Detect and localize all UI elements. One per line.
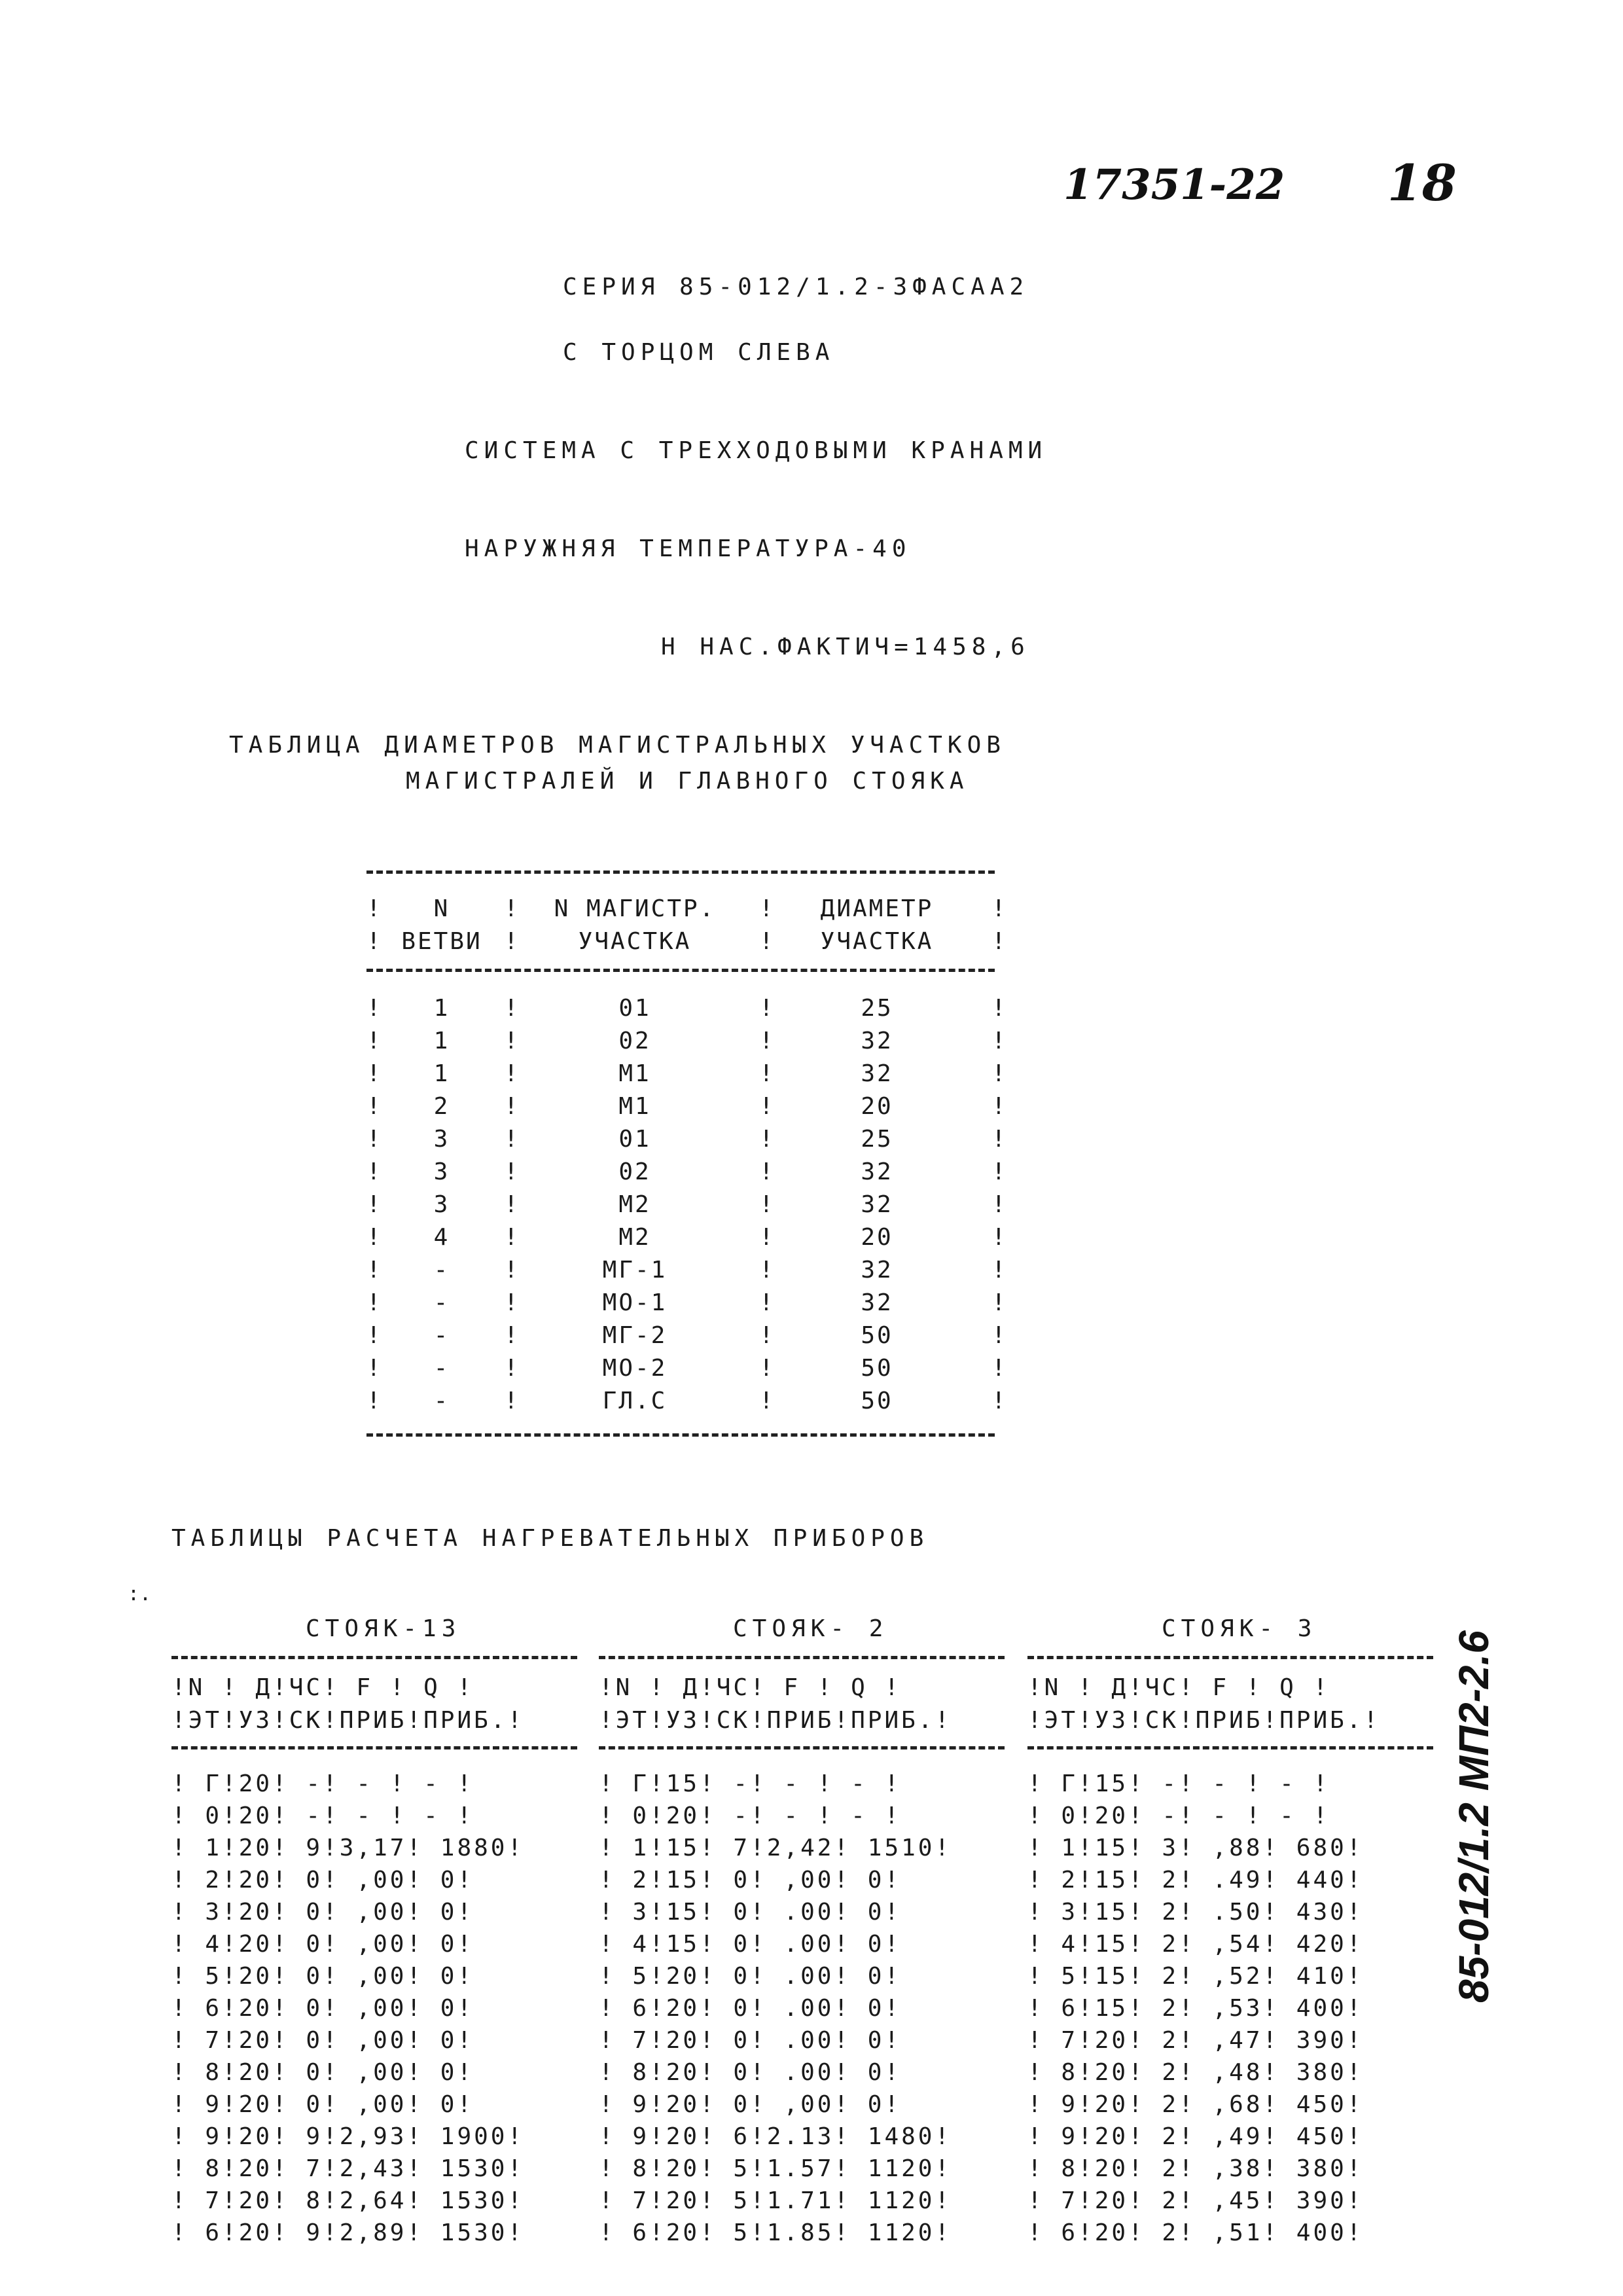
table-border: ! <box>366 1060 381 1087</box>
table-row <box>366 1060 1006 1093</box>
diameter-cell: 32 <box>861 1028 893 1054</box>
section-cell: МГ-1 <box>602 1257 668 1283</box>
branch-cell: - <box>433 1289 450 1316</box>
branch-cell: 1 <box>433 995 450 1022</box>
table-row: ! Г!20! -! - ! - ! <box>171 1770 474 1797</box>
riser-header: !N ! Д!ЧС! F ! Q ! <box>171 1674 474 1701</box>
table-top-rule <box>366 870 995 874</box>
handwritten-side-code: 85-012/1.2 МП2-2.6 <box>1450 1630 1497 2003</box>
diameter-cell: 25 <box>861 995 893 1022</box>
table-row: ! 1!15! 7!2,42! 1510! <box>599 1835 952 1861</box>
table-border: ! <box>991 1060 1006 1087</box>
table-border: ! <box>366 1289 381 1316</box>
table-row <box>366 1388 1006 1420</box>
riser-title: СТОЯК- 3 <box>1162 1615 1317 1642</box>
table-border: ! <box>504 995 518 1022</box>
diameter-cell: 32 <box>861 1289 893 1316</box>
table-border: ! <box>991 1322 1006 1349</box>
table-border: ! <box>759 1224 774 1251</box>
table-border: ! <box>366 928 381 955</box>
table-border: ! <box>504 1158 518 1185</box>
table-border: ! <box>504 1060 518 1087</box>
table-row: ! 7!20! 2! ,47! 390! <box>1027 2027 1364 2054</box>
table-row: ! 3!20! 0! ,00! 0! <box>171 1899 474 1926</box>
table-border: ! <box>504 1289 518 1316</box>
table-border: ! <box>991 1388 1006 1414</box>
table-border: ! <box>759 1060 774 1087</box>
table-border: ! <box>991 1355 1006 1382</box>
table-border: ! <box>759 895 774 922</box>
table-row <box>366 1289 1006 1322</box>
table-header-rule <box>366 969 995 972</box>
table-border: ! <box>759 1355 774 1382</box>
table-row: ! 7!20! 0! .00! 0! <box>599 2027 902 2054</box>
table-row: ! 5!20! 0! .00! 0! <box>599 1963 902 1990</box>
table-border: ! <box>759 1191 774 1218</box>
handwritten-page-number: 18 <box>1387 154 1457 212</box>
table-row: ! 1!20! 9!3,17! 1880! <box>171 1835 525 1861</box>
pressure-line: Н НАС.ФАКТИЧ=1458,6 <box>661 634 1030 660</box>
section-cell: 01 <box>618 995 651 1022</box>
branch-cell: 2 <box>433 1093 450 1120</box>
branch-cell: - <box>433 1322 450 1349</box>
table-border: ! <box>366 895 381 922</box>
table-row: ! 6!20! 0! .00! 0! <box>599 1995 902 2022</box>
stray-mark: :. <box>128 1583 152 1605</box>
table-border: ! <box>504 1093 518 1120</box>
table-row: ! Г!15! -! - ! - ! <box>599 1770 902 1797</box>
riser-header-2: !ЭТ!УЗ!СК!ПРИБ!ПРИБ.! <box>1027 1707 1381 1734</box>
table-border: ! <box>504 1388 518 1414</box>
section-cell: МО-2 <box>602 1355 668 1382</box>
table-row: ! 6!20! 9!2,89! 1530! <box>171 2219 525 2246</box>
col-diameter-header-2: УЧАСТКА <box>820 928 934 955</box>
table-border: ! <box>504 1126 518 1153</box>
table-border: ! <box>991 1289 1006 1316</box>
section-cell: 02 <box>618 1158 651 1185</box>
branch-cell: - <box>433 1355 450 1382</box>
table-border: ! <box>504 1257 518 1283</box>
table-row: ! 7!20! 8!2,64! 1530! <box>171 2187 525 2214</box>
table-row <box>366 1126 1006 1158</box>
table-border: ! <box>366 1191 381 1218</box>
table-row: ! 9!20! 2! ,68! 450! <box>1027 2091 1364 2118</box>
system-line: СИСТЕМА С ТРЕХХОДОВЫМИ КРАНАМИ <box>465 437 1048 464</box>
table-row <box>366 1191 1006 1224</box>
col-section-header: N МАГИСТР. <box>554 895 716 922</box>
heaters-title: ТАБЛИЦЫ РАСЧЕТА НАГРЕВАТЕЛЬНЫХ ПРИБОРОВ <box>171 1525 929 1552</box>
table-row: ! 8!20! 0! ,00! 0! <box>171 2059 474 2086</box>
table-border: ! <box>759 1126 774 1153</box>
branch-cell: 3 <box>433 1191 450 1218</box>
diameter-cell: 20 <box>861 1224 893 1251</box>
table-row: ! 8!20! 7!2,43! 1530! <box>171 2155 525 2182</box>
table-row: ! 9!20! 2! ,49! 450! <box>1027 2123 1364 2150</box>
table-border: ! <box>991 895 1006 922</box>
riser-rule <box>599 1656 1005 1659</box>
table-row <box>366 1093 1006 1126</box>
table-row: ! 7!20! 5!1.71! 1120! <box>599 2187 952 2214</box>
branch-cell: 4 <box>433 1224 450 1251</box>
table-row: ! 4!15! 0! .00! 0! <box>599 1931 902 1958</box>
table-row: ! 8!20! 2! ,38! 380! <box>1027 2155 1364 2182</box>
table-row: ! 9!20! 9!2,93! 1900! <box>171 2123 525 2150</box>
riser-rule <box>1027 1656 1433 1659</box>
table-border: ! <box>759 1158 774 1185</box>
table-row: ! 8!20! 5!1.57! 1120! <box>599 2155 952 2182</box>
table-row: ! 1!15! 3! ,88! 680! <box>1027 1835 1364 1861</box>
riser-header-2: !ЭТ!УЗ!СК!ПРИБ!ПРИБ.! <box>171 1707 525 1734</box>
riser-title: СТОЯК-13 <box>306 1615 461 1642</box>
table-border: ! <box>759 1289 774 1316</box>
table-border: ! <box>759 928 774 955</box>
table-row: ! 8!20! 2! ,48! 380! <box>1027 2059 1364 2086</box>
diameter-cell: 32 <box>861 1060 893 1087</box>
riser-rule <box>1027 1746 1433 1749</box>
section-cell: М2 <box>618 1224 651 1251</box>
table-border: ! <box>759 1388 774 1414</box>
table-border: ! <box>366 1388 381 1414</box>
table-border: ! <box>759 1028 774 1054</box>
diameter-cell: 50 <box>861 1355 893 1382</box>
col-branch-header: N <box>433 895 450 922</box>
table-row: ! 2!15! 0! ,00! 0! <box>599 1867 902 1893</box>
table-row: ! 2!15! 2! .49! 440! <box>1027 1867 1364 1893</box>
diameter-cell: 50 <box>861 1388 893 1414</box>
table-border: ! <box>991 1257 1006 1283</box>
table-row <box>366 1224 1006 1257</box>
table-row: ! 6!15! 2! ,53! 400! <box>1027 1995 1364 2022</box>
table-border: ! <box>366 1158 381 1185</box>
table-border: ! <box>366 995 381 1022</box>
table-border: ! <box>366 1322 381 1349</box>
table-row <box>366 1158 1006 1191</box>
table-row <box>366 1028 1006 1060</box>
table-row: ! 4!15! 2! ,54! 420! <box>1027 1931 1364 1958</box>
table-row <box>366 1355 1006 1388</box>
table-row: ! 3!15! 0! .00! 0! <box>599 1899 902 1926</box>
table-border: ! <box>759 1093 774 1120</box>
diameter-table <box>366 870 1006 1460</box>
table-border: ! <box>366 1126 381 1153</box>
table-border: ! <box>366 1093 381 1120</box>
table-row <box>366 1257 1006 1289</box>
diam-table-title: ТАБЛИЦА ДИАМЕТРОВ МАГИСТРАЛЬНЫХ УЧАСТКОВ <box>229 732 1006 759</box>
section-cell: М2 <box>618 1191 651 1218</box>
table-row: ! 2!20! 0! ,00! 0! <box>171 1867 474 1893</box>
table-bottom-rule <box>366 1433 995 1437</box>
diameter-cell: 32 <box>861 1191 893 1218</box>
temperature-line: НАРУЖНЯЯ ТЕМПЕРАТУРА-40 <box>465 535 912 562</box>
table-border: ! <box>991 1093 1006 1120</box>
table-row: ! 9!20! 0! ,00! 0! <box>599 2091 902 2118</box>
riser-rule <box>599 1746 1005 1749</box>
table-border: ! <box>991 1028 1006 1054</box>
section-cell: ГЛ.С <box>602 1388 668 1414</box>
table-border: ! <box>504 1191 518 1218</box>
table-border: ! <box>991 1158 1006 1185</box>
diameter-cell: 25 <box>861 1126 893 1153</box>
table-border: ! <box>366 1224 381 1251</box>
riser-header-2: !ЭТ!УЗ!СК!ПРИБ!ПРИБ.! <box>599 1707 952 1734</box>
table-row: ! 3!15! 2! .50! 430! <box>1027 1899 1364 1926</box>
table-border: ! <box>504 1028 518 1054</box>
table-row <box>366 995 1006 1028</box>
section-cell: МГ-2 <box>602 1322 668 1349</box>
table-border: ! <box>504 1355 518 1382</box>
orientation-line: С ТОРЦОМ СЛЕВА <box>563 339 835 366</box>
table-border: ! <box>504 1322 518 1349</box>
diameter-cell: 32 <box>861 1257 893 1283</box>
table-row: ! 0!20! -! - ! - ! <box>599 1803 902 1829</box>
table-row: ! 5!20! 0! ,00! 0! <box>171 1963 474 1990</box>
table-row: ! 8!20! 0! .00! 0! <box>599 2059 902 2086</box>
riser-header: !N ! Д!ЧС! F ! Q ! <box>599 1674 902 1701</box>
riser-rule <box>171 1746 577 1749</box>
table-row <box>366 1322 1006 1355</box>
series-line: СЕРИЯ 85-012/1.2-3ФАСАА2 <box>563 274 1029 300</box>
table-row: ! 6!20! 5!1.85! 1120! <box>599 2219 952 2246</box>
table-row: ! 0!20! -! - ! - ! <box>1027 1803 1330 1829</box>
table-border: ! <box>366 1355 381 1382</box>
table-row: ! 5!15! 2! ,52! 410! <box>1027 1963 1364 1990</box>
branch-cell: 3 <box>433 1126 450 1153</box>
table-row: ! Г!15! -! - ! - ! <box>1027 1770 1330 1797</box>
table-row: ! 9!20! 6!2.13! 1480! <box>599 2123 952 2150</box>
table-border: ! <box>504 928 518 955</box>
table-border: ! <box>991 1126 1006 1153</box>
col-branch-header-2: ВЕТВИ <box>401 928 482 955</box>
riser-rule <box>171 1656 577 1659</box>
riser-title: СТОЯК- 2 <box>733 1615 889 1642</box>
section-cell: М1 <box>618 1060 651 1087</box>
table-border: ! <box>759 995 774 1022</box>
diam-table-subtitle: МАГИСТРАЛЕЙ И ГЛАВНОГО СТОЯКА <box>406 768 969 795</box>
handwritten-doc-number: 17351-22 <box>1063 160 1285 209</box>
branch-cell: 3 <box>433 1158 450 1185</box>
diameter-cell: 32 <box>861 1158 893 1185</box>
table-border: ! <box>366 1028 381 1054</box>
table-row: ! 9!20! 0! ,00! 0! <box>171 2091 474 2118</box>
table-row: ! 6!20! 2! ,51! 400! <box>1027 2219 1364 2246</box>
riser-header: !N ! Д!ЧС! F ! Q ! <box>1027 1674 1330 1701</box>
diameter-cell: 20 <box>861 1093 893 1120</box>
table-border: ! <box>759 1257 774 1283</box>
branch-cell: 1 <box>433 1028 450 1054</box>
table-border: ! <box>991 995 1006 1022</box>
branch-cell: 1 <box>433 1060 450 1087</box>
diameter-cell: 50 <box>861 1322 893 1349</box>
branch-cell: - <box>433 1257 450 1283</box>
table-border: ! <box>504 895 518 922</box>
table-row: ! 6!20! 0! ,00! 0! <box>171 1995 474 2022</box>
table-border: ! <box>991 1224 1006 1251</box>
section-cell: 02 <box>618 1028 651 1054</box>
table-border: ! <box>759 1322 774 1349</box>
section-cell: 01 <box>618 1126 651 1153</box>
table-row: ! 7!20! 0! ,00! 0! <box>171 2027 474 2054</box>
table-row: ! 0!20! -! - ! - ! <box>171 1803 474 1829</box>
section-cell: МО-1 <box>602 1289 668 1316</box>
table-border: ! <box>366 1257 381 1283</box>
table-border: ! <box>991 1191 1006 1218</box>
col-section-header-2: УЧАСТКА <box>578 928 692 955</box>
table-row: ! 7!20! 2! ,45! 390! <box>1027 2187 1364 2214</box>
section-cell: М1 <box>618 1093 651 1120</box>
table-border: ! <box>504 1224 518 1251</box>
branch-cell: - <box>433 1388 450 1414</box>
table-row: ! 4!20! 0! ,00! 0! <box>171 1931 474 1958</box>
col-diameter-header: ДИАМЕТР <box>820 895 934 922</box>
table-border: ! <box>991 928 1006 955</box>
